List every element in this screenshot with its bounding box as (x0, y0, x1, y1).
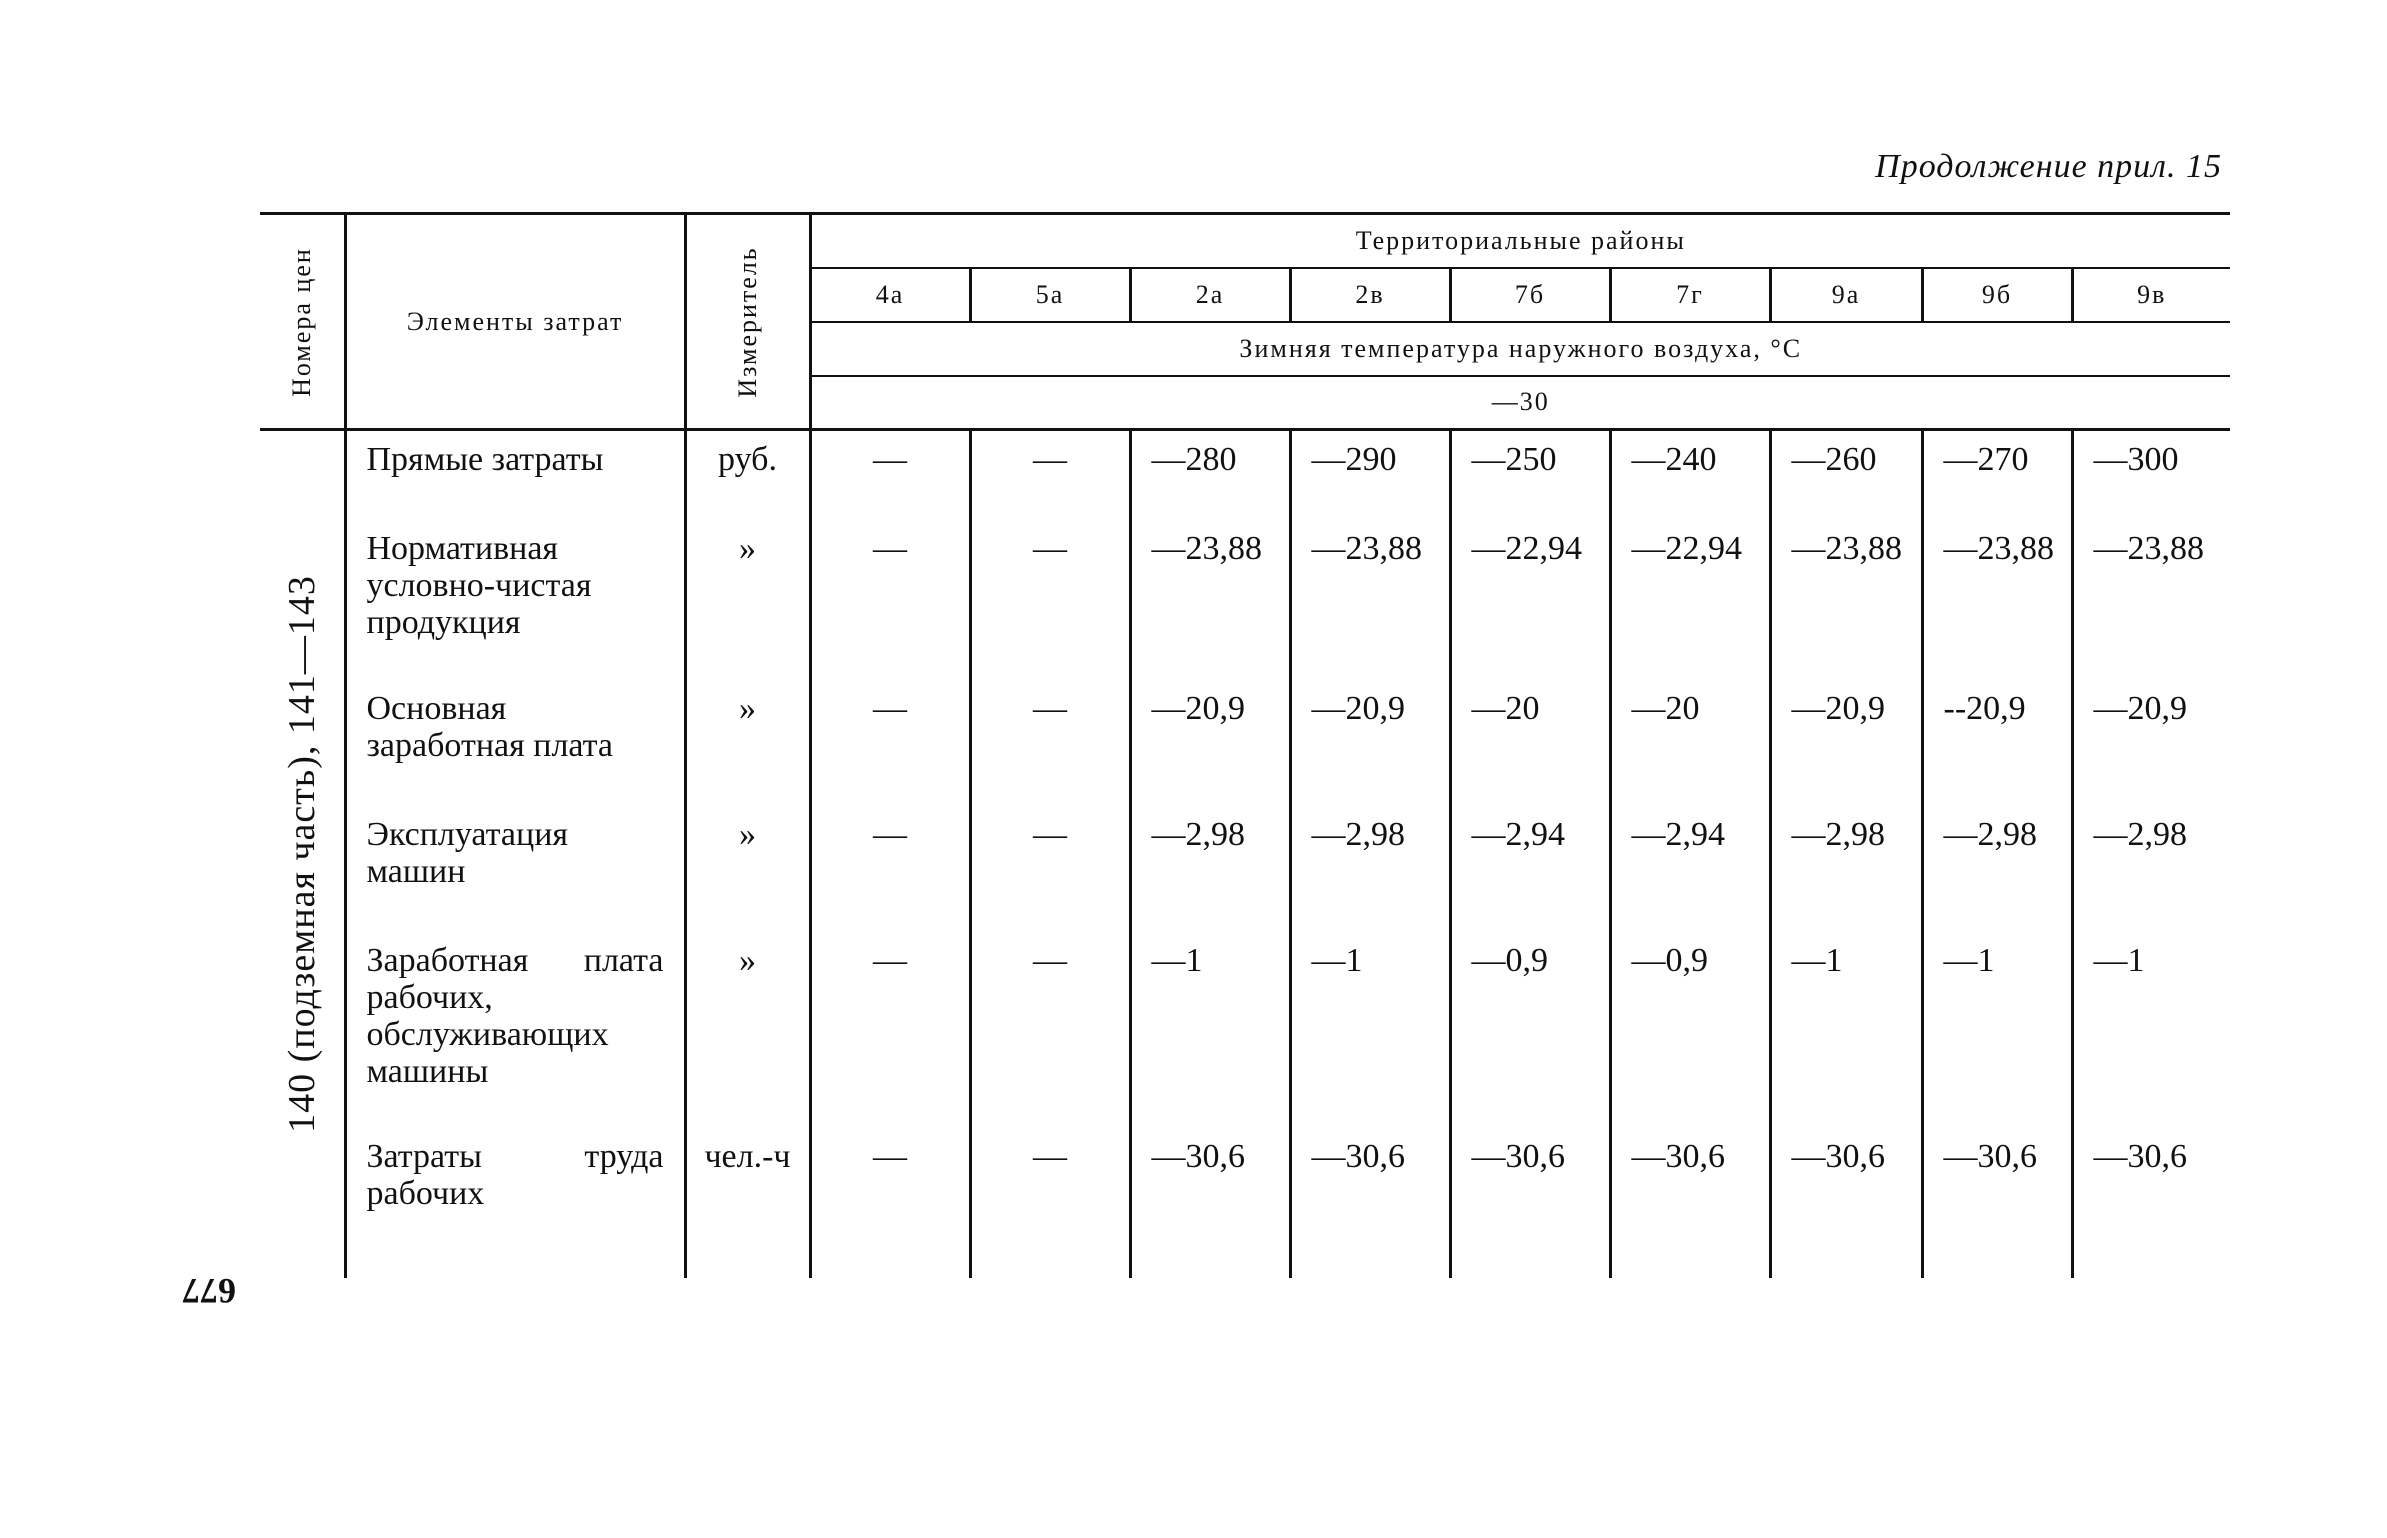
element-cell: Затраты труда рабочих (345, 1128, 685, 1278)
unit-cell: » (685, 806, 810, 932)
value-cell: — (810, 806, 970, 932)
value-cell: — (970, 680, 1130, 806)
value-cell: — (810, 932, 970, 1128)
element-cell: Эксплуатация машин (345, 806, 685, 932)
unit-cell: » (685, 520, 810, 680)
value-cell: — (810, 1128, 970, 1278)
page-number: 677 (182, 1271, 236, 1311)
region-header: 2в (1290, 268, 1450, 322)
region-header: 2а (1130, 268, 1290, 322)
value-cell: —290 (1290, 430, 1450, 520)
unit-cell: чел.-ч (685, 1128, 810, 1278)
value-cell: —1 (1770, 932, 1922, 1128)
value-cell: —0,9 (1610, 932, 1770, 1128)
value-cell: — (970, 932, 1130, 1128)
continuation-caption: Продолжение прил. 15 (1875, 148, 2222, 185)
table-row (260, 430, 2230, 520)
region-header: 9б (1922, 268, 2072, 322)
value-cell: — (810, 520, 970, 680)
value-cell: —2,98 (1130, 806, 1290, 932)
element-cell: Основная заработная плата (345, 680, 685, 806)
value-cell: — (970, 430, 1130, 520)
value-cell: — (970, 520, 1130, 680)
value-cell: —20 (1610, 680, 1770, 806)
value-cell: --20,9 (1922, 680, 2072, 806)
value-cell: —20,9 (1290, 680, 1450, 806)
table-row (260, 520, 2230, 680)
value-cell: —280 (1130, 430, 1290, 520)
value-cell: —30,6 (1290, 1128, 1450, 1278)
value-cell: —30,6 (1610, 1128, 1770, 1278)
cost-table (260, 212, 2230, 1278)
value-cell: —1 (1922, 932, 2072, 1128)
header-winter-temp-value: —30 (1491, 387, 1550, 417)
element-cell: Прямые затраты (345, 430, 685, 520)
unit-cell: руб. (685, 430, 810, 520)
table-row (260, 680, 2230, 806)
value-cell: —20,9 (2093, 689, 2187, 727)
region-header: 4а (810, 268, 970, 322)
value-cell: —1 (1290, 932, 1450, 1128)
value-cell: — (970, 806, 1130, 932)
price-group-label: 140 (подземная часть), 141—143 (260, 430, 345, 1278)
table-row (260, 806, 2230, 932)
unit-cell: » (685, 932, 810, 1128)
value-cell: —2,98 (2093, 815, 2187, 853)
value-cell: —30,6 (2093, 1137, 2187, 1175)
table-row (260, 932, 2230, 1128)
value-cell: —23,88 (1130, 520, 1290, 680)
region-header: 7б (1450, 268, 1610, 322)
value-cell: —20 (1450, 680, 1610, 806)
value-cell: —30,6 (1922, 1128, 2072, 1278)
region-header: 5а (970, 268, 1130, 322)
value-cell: —22,94 (1610, 520, 1770, 680)
element-cell: Нормативная условно-чистая продукция (345, 520, 685, 680)
region-header: 9в (2137, 279, 2167, 309)
header-price-numbers: Номера цен (260, 214, 345, 430)
value-cell: —1 (2093, 941, 2145, 979)
value-cell: —240 (1610, 430, 1770, 520)
value-cell: —250 (1450, 430, 1610, 520)
value-cell: —2,98 (1922, 806, 2072, 932)
value-cell: — (970, 1128, 1130, 1278)
value-cell: —23,88 (1922, 520, 2072, 680)
value-cell: — (810, 680, 970, 806)
header-unit: Измеритель (685, 214, 810, 430)
unit-cell: » (685, 680, 810, 806)
value-cell: —20,9 (1770, 680, 1922, 806)
value-cell: —2,98 (1770, 806, 1922, 932)
region-header: 9а (1770, 268, 1922, 322)
value-cell: —300 (2093, 441, 2179, 478)
header-territorial-regions: Территориальные районы (810, 214, 2230, 268)
value-cell: —2,94 (1610, 806, 1770, 932)
value-cell: —1 (1130, 932, 1290, 1128)
region-header: 7г (1610, 268, 1770, 322)
value-cell: —22,94 (1450, 520, 1610, 680)
header-elements: Элементы затрат (345, 214, 685, 430)
value-cell: —270 (1922, 430, 2072, 520)
value-cell: —20,9 (1130, 680, 1290, 806)
value-cell: —30,6 (1770, 1128, 1922, 1278)
table-row (260, 1128, 2230, 1278)
value-cell: —260 (1770, 430, 1922, 520)
value-cell: —30,6 (1130, 1128, 1290, 1278)
header-winter-temp-label: Зимняя температура наружного воздуха, °С (810, 322, 2230, 376)
value-cell: —23,88 (2093, 529, 2204, 567)
value-cell: —0,9 (1450, 932, 1610, 1128)
value-cell: — (810, 430, 970, 520)
element-cell: Заработная плата рабочих, обслуживающих машины (345, 932, 685, 1128)
value-cell: —30,6 (1450, 1128, 1610, 1278)
value-cell: —2,94 (1450, 806, 1610, 932)
value-cell: —23,88 (1290, 520, 1450, 680)
value-cell: —23,88 (1770, 520, 1922, 680)
value-cell: —2,98 (1290, 806, 1450, 932)
